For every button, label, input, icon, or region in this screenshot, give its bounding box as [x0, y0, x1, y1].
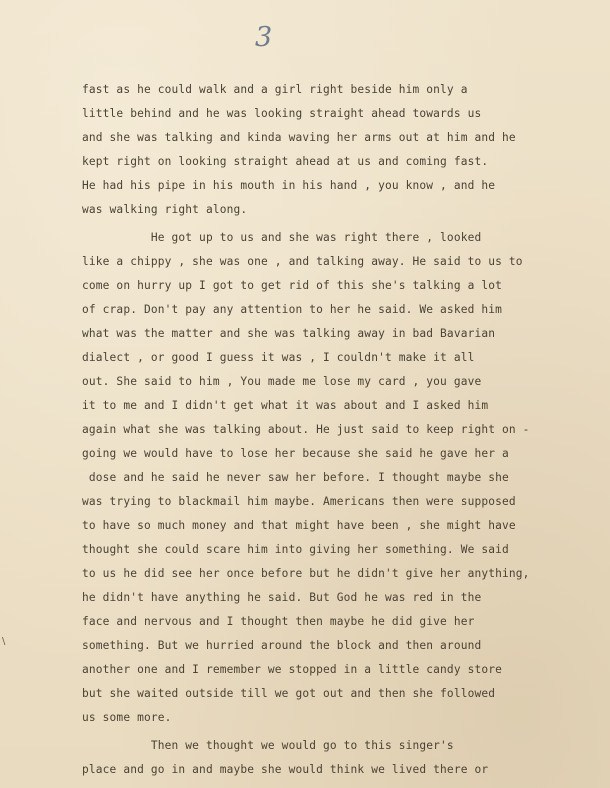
text-line: going we would have to lose her because she said he gave her a — [82, 447, 509, 460]
page-number: 3 — [255, 22, 273, 53]
text-line: dialect , or good I guess it was , I couldn't make it all — [82, 351, 475, 364]
text-line: something. But we hurried around the block and then around — [82, 639, 482, 652]
text-line: like a chippy , she was one , and talking away. He said to us to — [82, 255, 523, 268]
text-line: again what she was talking about. He just said to keep right on - — [82, 423, 530, 436]
text-line: come on hurry up I got to get rid of this she's talking a lot — [82, 279, 503, 292]
text-line: to have so much money and that might have been , she might have — [82, 519, 516, 532]
text-line: place and go in and maybe she would think we lived there or — [82, 763, 489, 776]
text-line: fast as he could walk and a girl right beside him only a — [82, 83, 468, 96]
text-line: little behind and he was looking straight ahead towards us — [82, 107, 482, 120]
text-line: was walking right along. — [82, 203, 248, 216]
text-line: another one and I remember we stopped in a little candy store — [82, 663, 503, 676]
text-line: us some more. — [82, 711, 172, 724]
text-line: He had his pipe in his mouth in his hand , you know , and he — [82, 179, 496, 192]
text-line: he didn't have anything he said. But God he was red in the — [82, 591, 482, 604]
text-line: kept right on looking straight ahead at us and coming fast. — [82, 155, 489, 168]
typed-text-block — [82, 78, 602, 782]
margin-mark: \ — [2, 636, 6, 647]
text-line: to us he did see her once before but he didn't give her anything, — [82, 567, 530, 580]
text-line: out. She said to him , You made me lose my card , you gave — [82, 375, 482, 388]
text-line: what was the matter and she was talking away in bad Bavarian — [82, 327, 496, 340]
text-line: it to me and I didn't get what it was about and I asked him — [82, 399, 489, 412]
text-line: and she was talking and kinda waving her arms out at him and he — [82, 131, 516, 144]
text-line: was trying to blackmail him maybe. Americans then were supposed — [82, 495, 516, 508]
text-line: He got up to us and she was right there , looked — [82, 231, 482, 244]
text-line: but she waited outside till we got out and then she followed — [82, 687, 496, 700]
text-line: face and nervous and I thought then maybe he did give her — [82, 615, 475, 628]
text-line: Then we thought we would go to this singer's — [82, 739, 454, 752]
text-line: of crap. Don't pay any attention to her he said. We asked him — [82, 303, 503, 316]
text-line: dose and he said he never saw her before. I thought maybe she — [82, 471, 509, 484]
text-line: thought she could scare him into giving her something. We said — [82, 543, 509, 556]
